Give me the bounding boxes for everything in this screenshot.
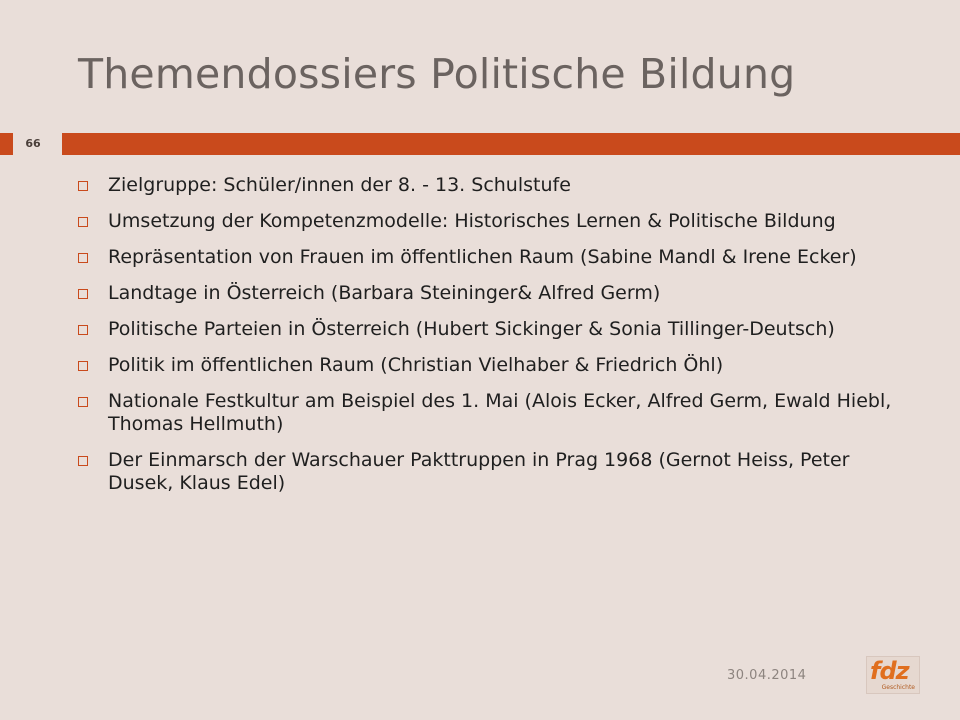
bullet-text: Repräsentation von Frauen im öffentlichen Raum (Sabine Mandl & Irene Ecker) [108, 246, 857, 268]
fdz-logo-icon [866, 656, 920, 694]
square-bullet-icon [78, 181, 88, 191]
title-divider-left [0, 133, 13, 155]
bullet-item [78, 449, 908, 495]
square-bullet-icon [78, 456, 88, 466]
square-bullet-icon [78, 361, 88, 371]
bullet-item [78, 354, 908, 377]
bullet-item [78, 246, 908, 269]
bullet-item [78, 282, 908, 305]
square-bullet-icon [78, 397, 88, 407]
bullet-item [78, 318, 908, 341]
square-bullet-icon [78, 217, 88, 227]
bullet-text: Der Einmarsch der Warschauer Pakttruppen in Prag 1968 (Gernot Heiss, Peter Dusek, Klaus Edel) [108, 449, 850, 494]
bullet-text: Landtage in Österreich (Barbara Steininger& Alfred Germ) [108, 282, 661, 304]
square-bullet-icon [78, 253, 88, 263]
slide-date: 30.04.2014 [727, 668, 807, 683]
square-bullet-icon [78, 325, 88, 335]
bullet-text: Nationale Festkultur am Beispiel des 1. Mai (Alois Ecker, Alfred Germ, Ewald Hiebl, Thomas Hellmuth) [108, 390, 892, 435]
bullet-list [78, 174, 908, 508]
bullet-text: Politik im öffentlichen Raum (Christian Vielhaber & Friedrich Öhl) [108, 354, 724, 376]
slide-title: Themendossiers Politische Bildung [78, 50, 796, 98]
bullet-item [78, 390, 908, 436]
bullet-item [78, 174, 908, 197]
bullet-text: Politische Parteien in Österreich (Hubert Sickinger & Sonia Tillinger-Deutsch) [108, 318, 835, 340]
logo-subtext: Geschichte [881, 684, 915, 691]
title-divider-right [62, 133, 960, 155]
slide-number: 66 [13, 133, 53, 155]
square-bullet-icon [78, 289, 88, 299]
bullet-text: Umsetzung der Kompetenzmodelle: Historisches Lernen & Politische Bildung [108, 210, 836, 232]
bullet-text: Zielgruppe: Schüler/innen der 8. - 13. Schulstufe [108, 174, 571, 196]
bullet-item [78, 210, 908, 233]
logo-text: fdz [870, 657, 909, 685]
